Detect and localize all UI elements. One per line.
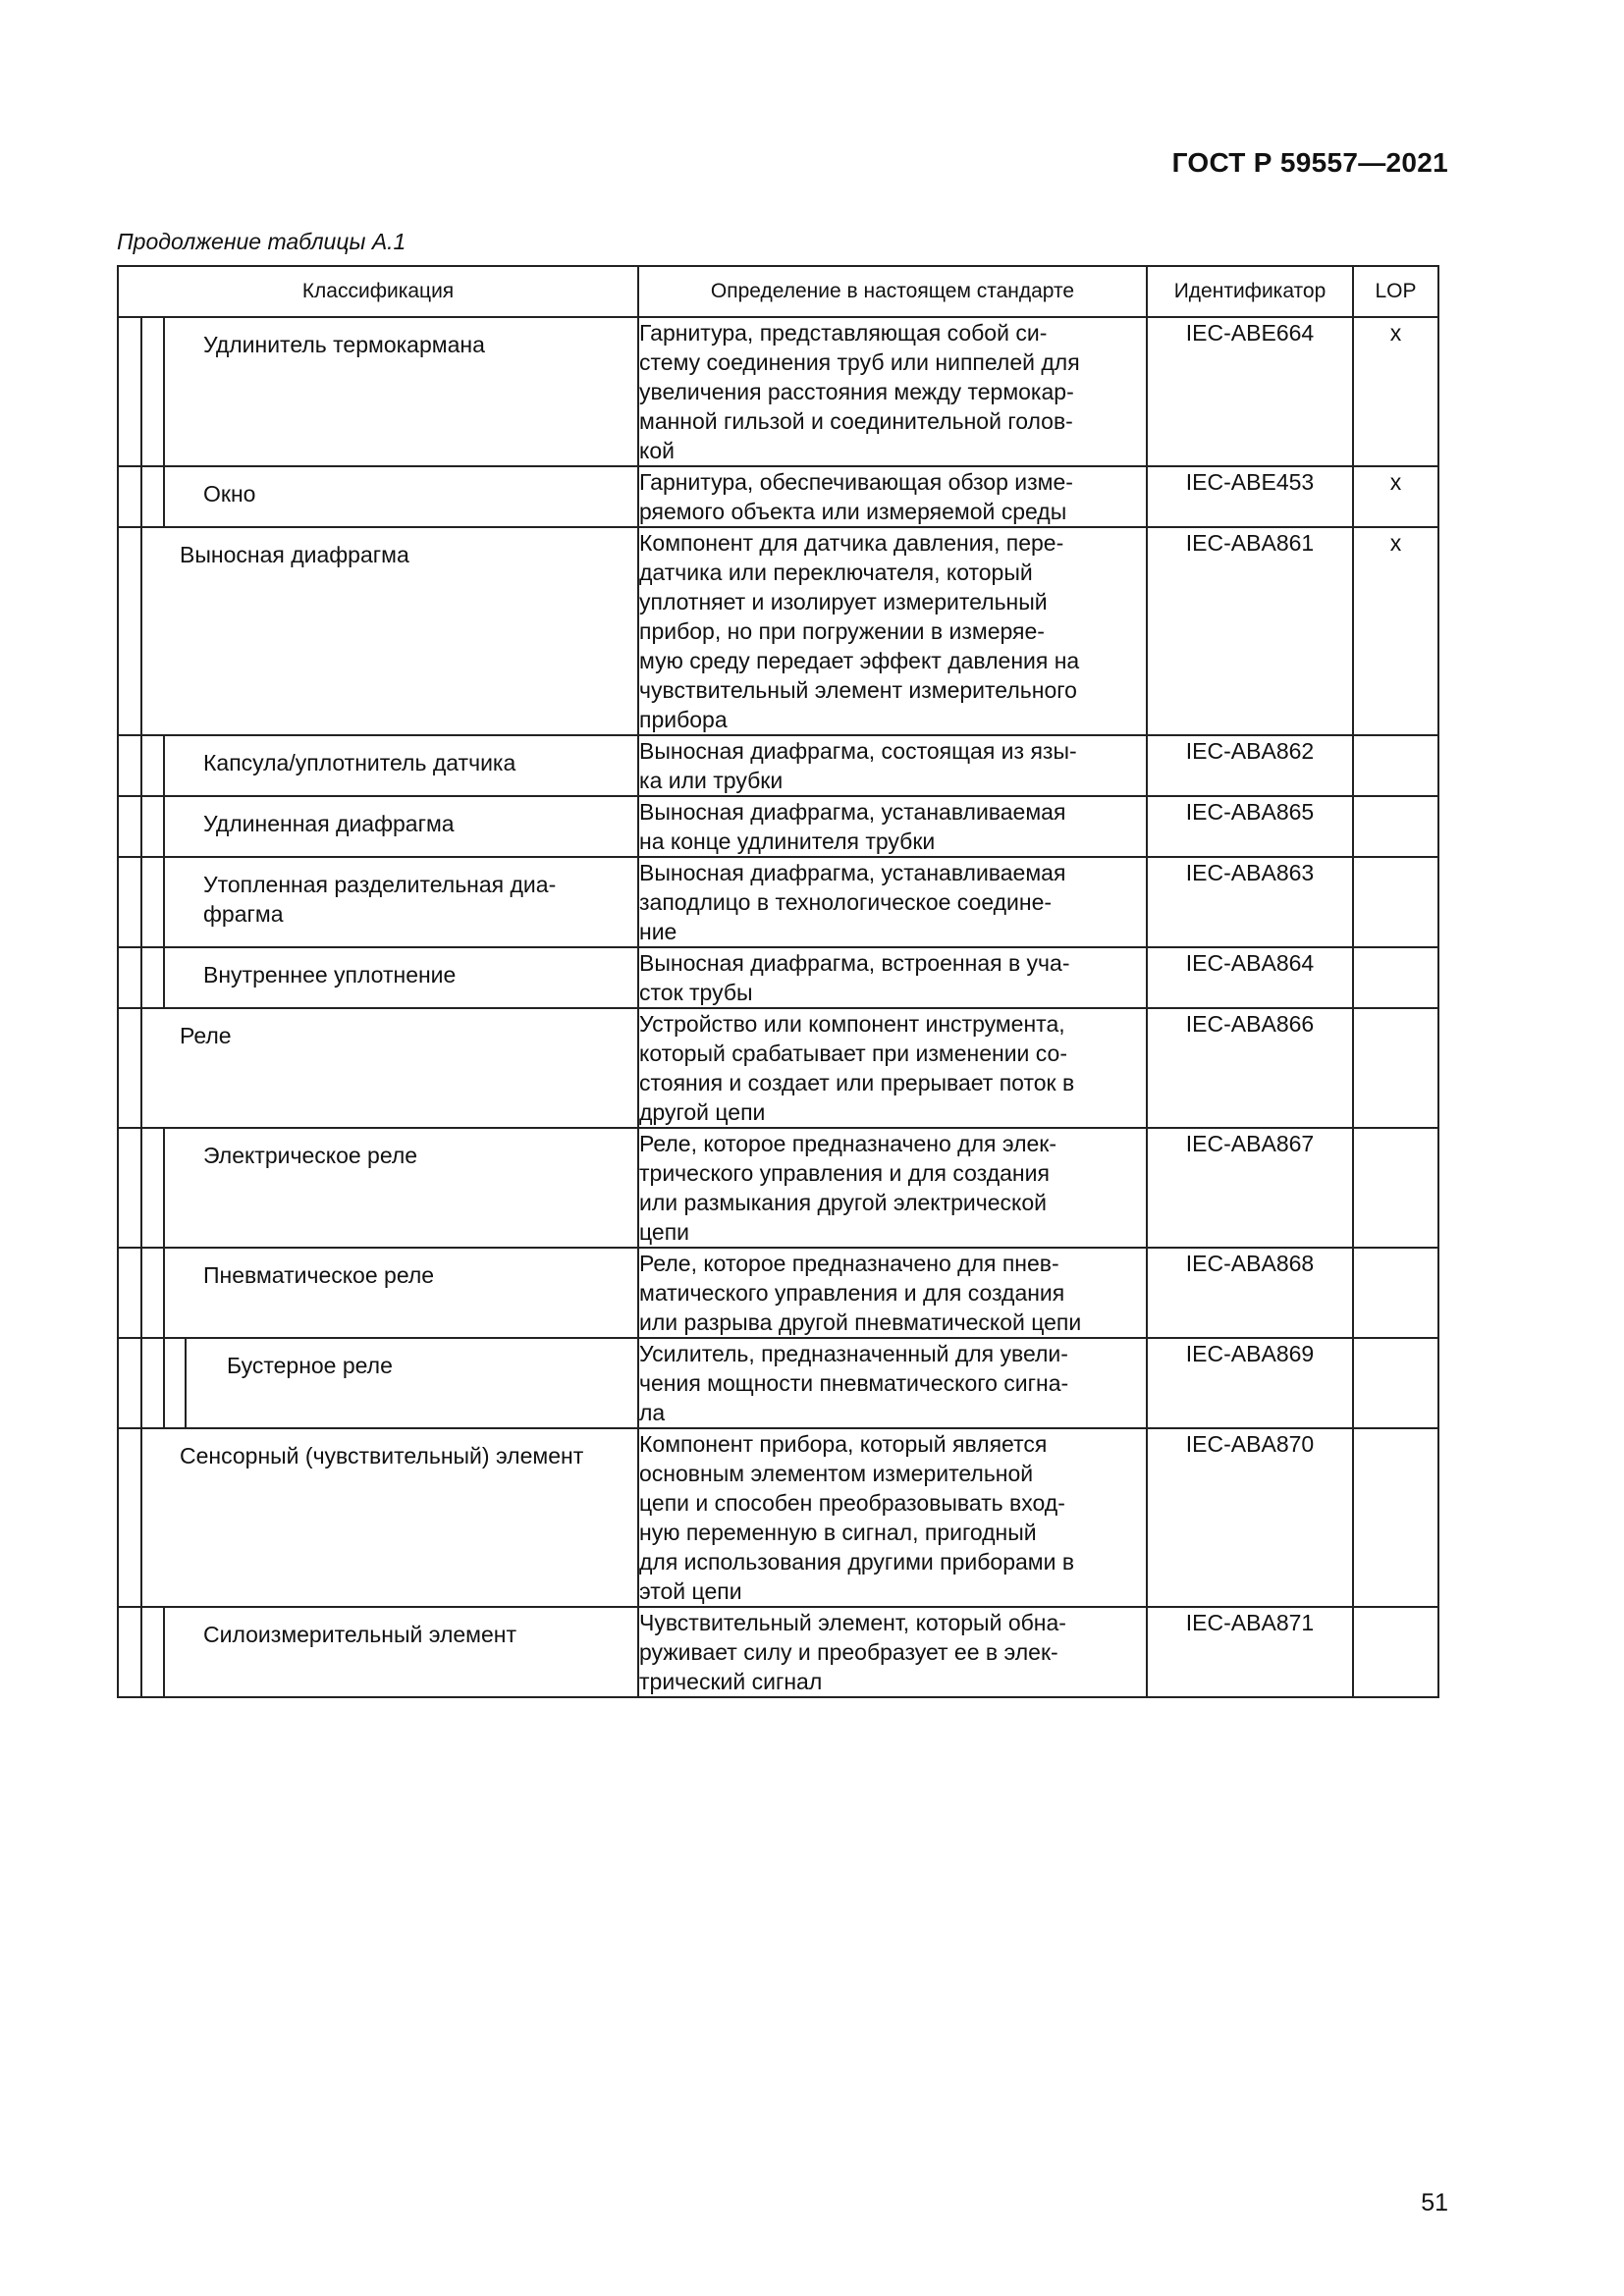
hierarchy-line <box>163 1129 165 1247</box>
classification-cell <box>118 1128 638 1248</box>
table-body <box>118 317 1438 1697</box>
hierarchy-line <box>163 858 165 946</box>
classification-name: Удлинитель термокармана <box>203 332 485 357</box>
classification-cell <box>118 1338 638 1428</box>
classification-name: Пневматическое реле <box>203 1262 435 1288</box>
definition-cell <box>638 1338 1147 1428</box>
identifier-cell: IEC-ABA868 <box>1147 1248 1353 1338</box>
hierarchy-line <box>163 736 165 795</box>
identifier-cell: IEC-ABA870 <box>1147 1428 1353 1607</box>
identifier-cell: IEC-ABE453 <box>1147 466 1353 527</box>
table-row <box>118 947 1438 1008</box>
classification-name: Бустерное реле <box>227 1353 393 1378</box>
hierarchy-line <box>140 858 142 946</box>
definition-cell <box>638 1428 1147 1607</box>
col-header-classification: Классификация <box>118 266 638 317</box>
lop-cell <box>1353 1008 1438 1128</box>
hierarchy-line <box>163 318 165 465</box>
definition-text: Выносная диафрагма, встроенная в уча- сток трубы <box>639 950 1070 1005</box>
definition-text: Выносная диафрагма, состоящая из язы- ка или трубки <box>639 738 1077 793</box>
lop-cell: x <box>1353 527 1438 735</box>
definition-cell <box>638 317 1147 466</box>
table-caption: Продолжение таблицы А.1 <box>117 229 406 254</box>
definition-cell <box>638 735 1147 796</box>
identifier-cell: IEC-ABA869 <box>1147 1338 1353 1428</box>
table-row <box>118 1607 1438 1697</box>
hierarchy-line <box>163 467 165 526</box>
table-row <box>118 466 1438 527</box>
identifier-cell: IEC-ABA862 <box>1147 735 1353 796</box>
identifier-cell: IEC-ABA866 <box>1147 1008 1353 1128</box>
definition-text: Компонент для датчика давления, пере- датчика или переключателя, который уплотняет и изолирует измерительный прибор, но при погружении в измеряе- мую среду передает эффект давления на чувствительный элемент измерительного прибора <box>639 530 1080 732</box>
hierarchy-line <box>163 797 165 856</box>
definition-text: Выносная диафрагма, устанавливаемая заподлицо в технологическое соедине- ние <box>639 860 1066 944</box>
definition-cell <box>638 466 1147 527</box>
classification-name: Реле <box>180 1023 232 1048</box>
definition-cell <box>638 1008 1147 1128</box>
identifier-cell: IEC-ABA861 <box>1147 527 1353 735</box>
definition-cell <box>638 857 1147 947</box>
definition-text: Компонент прибора, который является основным элементом измерительной цепи и способен преобразовывать вход- ную переменную в сигнал, пригодный для использования другими приборами в этой цепи <box>639 1431 1075 1604</box>
identifier-cell: IEC-ABA865 <box>1147 796 1353 857</box>
table-row <box>118 1338 1438 1428</box>
classification-cell <box>118 857 638 947</box>
hierarchy-line <box>140 1429 142 1606</box>
lop-cell <box>1353 735 1438 796</box>
definition-text: Реле, которое предназначено для элек- трического управления и для создания или размыкания другой электрической цепи <box>639 1131 1057 1245</box>
hierarchy-line <box>140 1009 142 1127</box>
classification-cell <box>118 1008 638 1128</box>
hierarchy-line <box>140 948 142 1007</box>
classification-name: Капсула/уплотнитель датчика <box>203 750 516 775</box>
lop-cell <box>1353 796 1438 857</box>
hierarchy-line <box>163 948 165 1007</box>
table-row <box>118 735 1438 796</box>
lop-cell <box>1353 1607 1438 1697</box>
identifier-cell: IEC-ABA871 <box>1147 1607 1353 1697</box>
col-header-lop: LOP <box>1353 266 1438 317</box>
hierarchy-line <box>140 1129 142 1247</box>
classification-name: Окно <box>203 481 256 507</box>
lop-cell: x <box>1353 317 1438 466</box>
definition-text: Гарнитура, представляющая собой си- стему соединения труб или ниппелей для увеличения расстояния между термокар- манной гильзой и соединительной голов- кой <box>639 320 1080 463</box>
table-row <box>118 527 1438 735</box>
hierarchy-line <box>140 1249 142 1337</box>
identifier-cell: IEC-ABA863 <box>1147 857 1353 947</box>
definition-text: Реле, которое предназначено для пнев- матического управления и для создания или разрыва другой пневматической цепи <box>639 1251 1082 1335</box>
classification-cell <box>118 1607 638 1697</box>
hierarchy-line <box>140 467 142 526</box>
hierarchy-line <box>140 797 142 856</box>
definition-cell <box>638 947 1147 1008</box>
hierarchy-line <box>140 1608 142 1696</box>
lop-cell <box>1353 1128 1438 1248</box>
identifier-cell: IEC-ABA864 <box>1147 947 1353 1008</box>
definition-cell <box>638 1248 1147 1338</box>
definition-cell <box>638 1128 1147 1248</box>
table-header-row <box>118 266 1438 317</box>
classification-cell <box>118 466 638 527</box>
classification-name: Выносная диафрагма <box>180 542 409 567</box>
identifier-cell: IEC-ABE664 <box>1147 317 1353 466</box>
lop-cell: x <box>1353 466 1438 527</box>
definition-text: Устройство или компонент инструмента, который срабатывает при изменении со- стояния и создает или прерывает поток в другой цепи <box>639 1011 1075 1125</box>
hierarchy-line <box>163 1249 165 1337</box>
classification-table <box>117 265 1439 1698</box>
definition-text: Выносная диафрагма, устанавливаемая на конце удлинителя трубки <box>639 799 1066 854</box>
hierarchy-line <box>163 1339 165 1427</box>
table-row <box>118 1428 1438 1607</box>
definition-cell <box>638 796 1147 857</box>
definition-text: Усилитель, предназначенный для увели- чения мощности пневматического сигна- ла <box>639 1341 1069 1425</box>
hierarchy-line <box>140 1339 142 1427</box>
lop-cell <box>1353 1338 1438 1428</box>
classification-name: Удлиненная диафрагма <box>203 811 455 836</box>
table-row <box>118 1008 1438 1128</box>
table-row <box>118 796 1438 857</box>
hierarchy-line <box>140 318 142 465</box>
standard-number: ГОСТ Р 59557—2021 <box>1171 147 1448 178</box>
table-row <box>118 1248 1438 1338</box>
lop-cell <box>1353 857 1438 947</box>
definition-text: Чувствительный элемент, который обна- руживает силу и преобразует ее в элек- трический сигнал <box>639 1610 1066 1694</box>
classification-name: Утопленная разделительная диа- фрагма <box>203 872 557 927</box>
classification-cell <box>118 947 638 1008</box>
col-header-definition: Определение в настоящем стандарте <box>638 266 1147 317</box>
lop-cell <box>1353 1428 1438 1607</box>
page-number: 51 <box>1421 2189 1448 2216</box>
classification-cell <box>118 317 638 466</box>
classification-name: Электрическое реле <box>203 1143 418 1168</box>
definition-cell <box>638 1607 1147 1697</box>
hierarchy-line <box>140 528 142 734</box>
hierarchy-line <box>140 736 142 795</box>
classification-name: Сенсорный (чувствительный) элемент <box>180 1443 584 1468</box>
table-row <box>118 1128 1438 1248</box>
hierarchy-line <box>185 1339 187 1427</box>
table-row <box>118 857 1438 947</box>
classification-name: Силоизмерительный элемент <box>203 1622 517 1647</box>
classification-name: Внутреннее уплотнение <box>203 962 457 988</box>
hierarchy-line <box>163 1608 165 1696</box>
classification-cell <box>118 1428 638 1607</box>
definition-text: Гарнитура, обеспечивающая обзор изме- ряемого объекта или измеряемой среды <box>639 469 1073 524</box>
lop-cell <box>1353 947 1438 1008</box>
classification-cell <box>118 1248 638 1338</box>
classification-cell <box>118 735 638 796</box>
classification-cell <box>118 796 638 857</box>
table-row <box>118 317 1438 466</box>
lop-cell <box>1353 1248 1438 1338</box>
col-header-identifier: Идентификатор <box>1147 266 1353 317</box>
classification-cell <box>118 527 638 735</box>
definition-cell <box>638 527 1147 735</box>
identifier-cell: IEC-ABA867 <box>1147 1128 1353 1248</box>
